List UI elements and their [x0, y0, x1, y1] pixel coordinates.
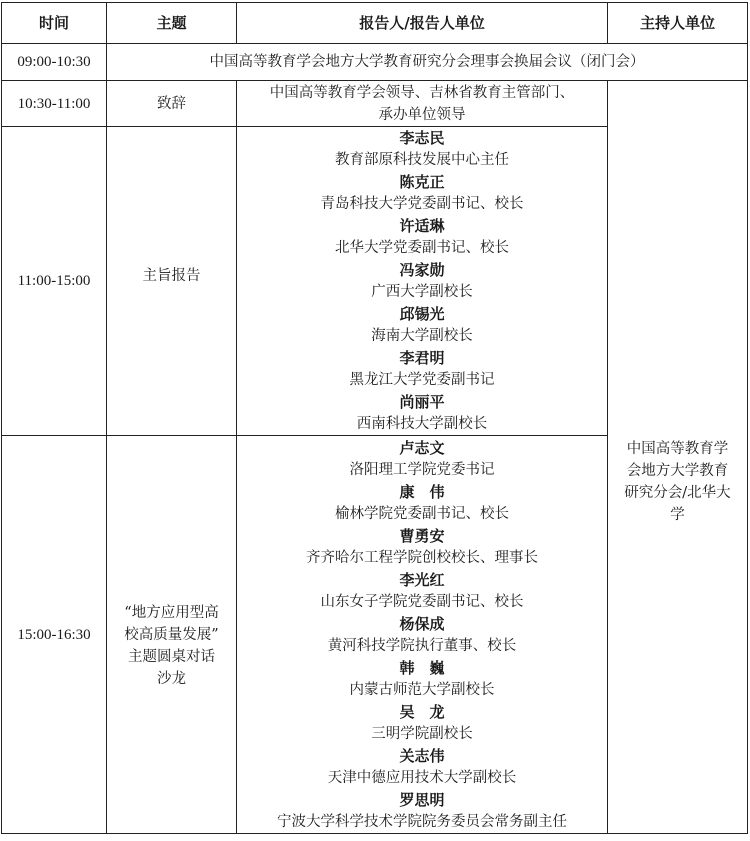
table-row — [2, 44, 748, 81]
speaker-name: 罗思明 — [399, 790, 445, 809]
speaker-name: 李志民 — [399, 129, 445, 147]
speaker-org: 黑龙江大学党委副书记 — [349, 372, 495, 388]
time-cell: 15:00-16:30 — [2, 436, 107, 834]
header-speaker: 报告人/报告人单位 — [237, 3, 608, 44]
header-host: 主持人单位 — [608, 3, 748, 44]
speaker-org: 齐齐哈尔工程学院创校校长、理事长 — [306, 549, 538, 566]
speaker-name: 李光红 — [399, 570, 445, 589]
header-time: 时间 — [2, 3, 107, 44]
host-line: 研究分会/北华大 — [624, 485, 731, 501]
speaker-cell — [237, 127, 608, 436]
speaker-name: 冯家勋 — [399, 261, 445, 279]
speaker-name: 杨保成 — [399, 614, 445, 633]
speaker-name: 关志伟 — [399, 746, 445, 765]
time-cell: 11:00-15:00 — [2, 127, 107, 436]
speaker-name: 韩 巍 — [399, 658, 445, 677]
schedule-table — [1, 2, 748, 834]
speaker-org: 三明学院副校长 — [371, 725, 473, 742]
host-cell — [608, 81, 748, 834]
speaker-name: 陈克正 — [399, 173, 445, 191]
speaker-name: 卢志文 — [399, 438, 445, 457]
topic-cell: 致辞 — [107, 81, 237, 127]
speaker-org: 内蒙古师范大学副校长 — [349, 681, 495, 698]
topic-cell — [107, 436, 237, 834]
speaker-cell — [237, 436, 608, 834]
speaker-org: 西南科技大学副校长 — [356, 416, 488, 432]
speaker-org: 教育部原科技发展中心主任 — [335, 152, 509, 168]
speaker-org: 天津中德应用技术大学副校长 — [327, 769, 517, 786]
topic-line: 主题圆桌对话 — [128, 648, 215, 665]
speaker-name: 吴 龙 — [399, 702, 445, 721]
speaker-org: 中国高等教育学会领导、吉林省教育主管部门、 — [269, 84, 575, 101]
speaker-name: 邱锡光 — [399, 305, 445, 323]
time-cell: 09:00-10:30 — [2, 44, 107, 81]
table-row — [2, 81, 748, 127]
speaker-cell — [237, 81, 608, 127]
topic-line: “地方应用型高 — [124, 604, 219, 621]
closed-meeting-cell: 中国高等教育学会地方大学教育研究分会理事会换届会议（闭门会） — [107, 44, 748, 81]
speaker-name: 康 伟 — [399, 482, 445, 501]
speaker-org: 青岛科技大学党委副书记、校长 — [320, 196, 524, 212]
speaker-org: 山东女子学院党委副书记、校长 — [320, 593, 524, 610]
host-line: 中国高等教育学 — [626, 441, 729, 457]
speaker-name: 李君明 — [399, 349, 445, 367]
host-line: 学 — [670, 507, 685, 523]
speaker-org: 承办单位领导 — [378, 106, 466, 123]
speaker-org: 宁波大学科学技术学院院务委员会常务副主任 — [277, 813, 567, 830]
speaker-org: 洛阳理工学院党委书记 — [349, 461, 495, 478]
speaker-name: 曹勇安 — [399, 526, 445, 545]
header-topic: 主题 — [107, 3, 237, 44]
speaker-org: 榆林学院党委副书记、校长 — [335, 505, 509, 522]
speaker-org: 北华大学党委副书记、校长 — [335, 240, 509, 256]
time-cell: 10:30-11:00 — [2, 81, 107, 127]
speaker-org: 广西大学副校长 — [371, 284, 473, 300]
header-row — [2, 3, 748, 44]
speaker-org: 黄河科技学院执行董事、校长 — [327, 637, 517, 654]
topic-cell: 主旨报告 — [107, 127, 237, 436]
speaker-org: 海南大学副校长 — [371, 328, 473, 344]
speaker-name: 尚丽平 — [399, 393, 445, 411]
topic-line: 校高质量发展” — [124, 626, 219, 643]
speaker-name: 许适琳 — [399, 217, 445, 235]
topic-line: 沙龙 — [157, 670, 186, 687]
host-line: 会地方大学教育 — [626, 463, 729, 479]
